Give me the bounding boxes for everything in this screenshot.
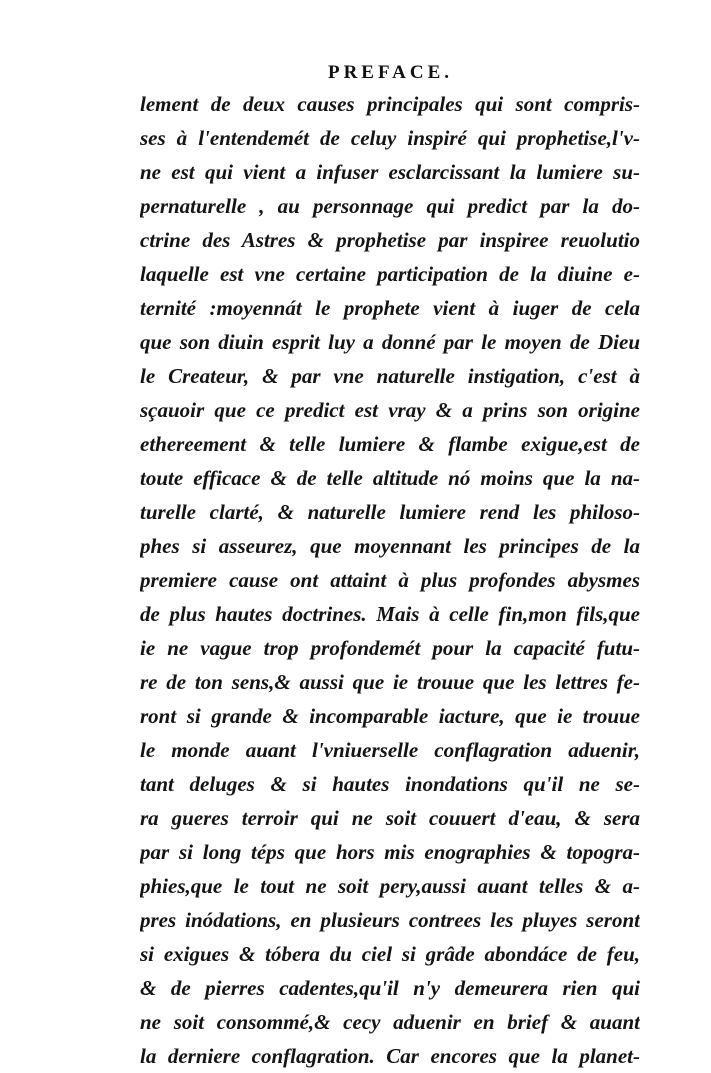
text-line: ternité :moyennát le prophete vient à iuger de cela [140, 296, 640, 320]
text-line: de plus hautes doctrines. Mais à celle fin,mon fils,que [140, 602, 640, 626]
text-line: ses à l'entendemét de celuy inspiré qui prophetise,l'v- [140, 126, 640, 150]
text-line: si exigues & tóbera du ciel si grâde abondáce de feu, [140, 942, 640, 966]
text-line: par si long téps que hors mis enographies & topogra- [140, 840, 640, 864]
text-line: turelle clarté, & naturelle lumiere rend les philoso- [140, 500, 640, 524]
text-line: ront si grande & incomparable iacture, que ie trouue [140, 704, 640, 728]
text-line: pernaturelle , au personnage qui predict par la do- [140, 194, 640, 218]
text-line: la derniere conflagration. Car encores que la planet- [140, 1044, 640, 1068]
text-line: ctrine des Astres & prophetise par inspiree reuolutio [140, 228, 640, 252]
text-line: toute efficace & de telle altitude nó moins que la na- [140, 466, 640, 490]
text-line: premiere cause ont attaint à plus profondes abysmes [140, 568, 640, 592]
text-line: phes si asseurez, que moyennant les principes de la [140, 534, 640, 558]
text-line: re de ton sens,& aussi que ie trouue que les lettres fe- [140, 670, 640, 694]
text-line: ne soit consommé,& cecy aduenir en brief & auant [140, 1010, 640, 1034]
text-line: que son diuin esprit luy a donné par le moyen de Dieu [140, 330, 640, 354]
text-line: sçauoir que ce predict est vray & a prins son origine [140, 398, 640, 422]
text-line: ne est qui vient a infuser esclarcissant la lumiere su- [140, 160, 640, 184]
text-line: ie ne vague trop profondemét pour la capacité futu- [140, 636, 640, 660]
body-text [140, 87, 640, 1073]
text-line: tant deluges & si hautes inondations qu'il ne se- [140, 772, 640, 796]
text-line: phies,que le tout ne soit pery,aussi auant telles & a- [140, 874, 640, 898]
text-line: ra gueres terroir qui ne soit couuert d'eau, & sera [140, 806, 640, 830]
text-line: lement de deux causes principales qui sont compris- [140, 92, 640, 116]
running-head: PREFACE. [327, 62, 454, 83]
text-line: ethereement & telle lumiere & flambe exigue,est de [140, 432, 640, 456]
text-line: laquelle est vne certaine participation de la diuine e- [140, 262, 640, 286]
text-line: le monde auant l'vniuerselle conflagration aduenir, [140, 738, 640, 762]
text-line: pres inódations, en plusieurs contrees les pluyes seront [140, 908, 640, 932]
text-line: & de pierres cadentes,qu'il n'y demeurera rien qui [140, 976, 640, 1000]
text-line: le Createur, & par vne naturelle instigation, c'est à [140, 364, 640, 388]
